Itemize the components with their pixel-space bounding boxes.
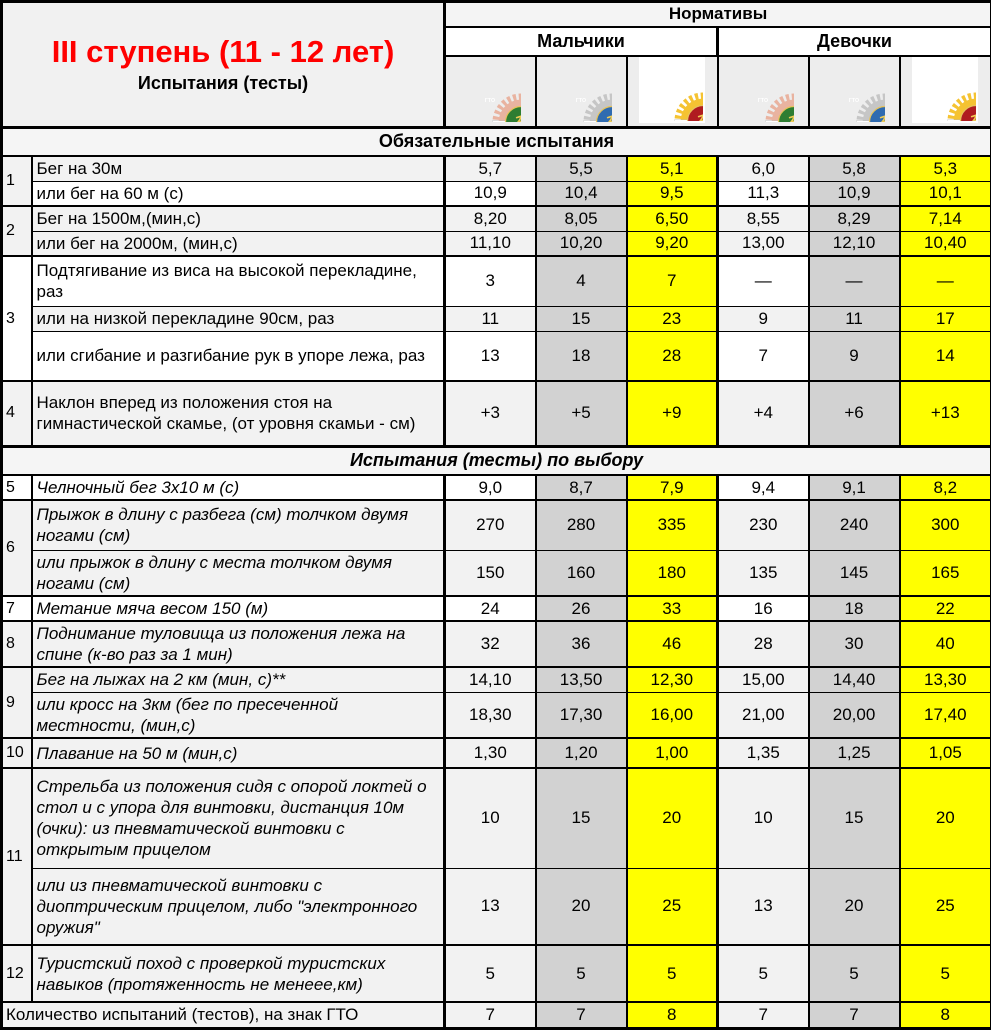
badge-label: ГТО: [667, 96, 677, 102]
value-bronze-boys: 24: [445, 596, 536, 621]
test-name-cell: или на низкой перекладине 90см, раз: [32, 306, 445, 331]
value-silver-boys: 10,20: [536, 231, 627, 256]
row-number-cell: 8: [2, 621, 32, 667]
test-name-cell: или бег на 2000м, (мин,с): [32, 231, 445, 256]
value-bronze-girls: —: [718, 256, 809, 306]
value-silver-boys: +5: [536, 381, 627, 446]
value-gold-boys: 5,1: [627, 156, 718, 181]
value-silver-girls: 12,10: [809, 231, 900, 256]
value-bronze-girls: +4: [718, 381, 809, 446]
value-gold-girls: 8,2: [900, 475, 991, 500]
value-bronze-boys: 13: [445, 331, 536, 381]
value-gold-boys: 8: [627, 1002, 718, 1028]
badge-cell: [536, 56, 627, 128]
row-number-cell: 11: [2, 768, 32, 945]
gto-badge-silver-icon: [823, 60, 885, 122]
value-bronze-boys: 8,20: [445, 206, 536, 231]
value-silver-boys: 8,7: [536, 475, 627, 500]
value-gold-girls: 7,14: [900, 206, 991, 231]
value-bronze-girls: 230: [718, 500, 809, 550]
value-silver-girls: 30: [809, 621, 900, 667]
test-name-cell: Подтягивание из виса на высокой перекладине, раз: [32, 256, 445, 306]
value-bronze-girls: 1,35: [718, 738, 809, 768]
value-silver-boys: 17,30: [536, 692, 627, 738]
row-number-cell: 2: [2, 206, 32, 256]
value-gold-girls: 8: [900, 1002, 991, 1028]
row-number-cell: 7: [2, 596, 32, 621]
value-gold-boys: 12,30: [627, 667, 718, 692]
value-bronze-boys: 270: [445, 500, 536, 550]
value-bronze-girls: 135: [718, 550, 809, 596]
value-gold-girls: 22: [900, 596, 991, 621]
value-silver-girls: 145: [809, 550, 900, 596]
value-silver-boys: 4: [536, 256, 627, 306]
girls-header: Девочки: [718, 27, 991, 56]
value-silver-boys: 36: [536, 621, 627, 667]
value-gold-boys: 33: [627, 596, 718, 621]
gto-badge-bronze-icon: [459, 60, 521, 122]
value-silver-boys: 160: [536, 550, 627, 596]
value-silver-boys: 18: [536, 331, 627, 381]
row-number-cell: 1: [2, 156, 32, 206]
value-gold-boys: 23: [627, 306, 718, 331]
value-bronze-boys: 32: [445, 621, 536, 667]
value-silver-boys: 15: [536, 306, 627, 331]
value-bronze-boys: 9,0: [445, 475, 536, 500]
value-bronze-boys: 5: [445, 945, 536, 1002]
value-silver-boys: 10,4: [536, 181, 627, 206]
value-gold-boys: 16,00: [627, 692, 718, 738]
test-name-cell: Челночный бег 3х10 м (с): [32, 475, 445, 500]
table-header-title-cell: [2, 2, 445, 128]
badge-label: ГТО: [940, 96, 950, 102]
normatives-header: Нормативы: [445, 2, 991, 27]
badge-cell: [445, 56, 536, 128]
value-bronze-girls: 21,00: [718, 692, 809, 738]
value-gold-boys: 5: [627, 945, 718, 1002]
row-number-cell: 9: [2, 667, 32, 738]
value-silver-girls: 20,00: [809, 692, 900, 738]
test-name-cell: Туристский поход с проверкой туристских навыков (протяженность не менеее,км): [32, 945, 445, 1002]
test-name-cell: Стрельба из положения сидя с опорой локтей о стол и с упора для винтовки, дистанция 10м (очки): из пневматической винтовки с открытым прицелом: [32, 768, 445, 868]
value-bronze-girls: 13,00: [718, 231, 809, 256]
value-silver-boys: 280: [536, 500, 627, 550]
value-silver-boys: 20: [536, 868, 627, 945]
badge-cell: [900, 56, 991, 128]
value-bronze-boys: 11: [445, 306, 536, 331]
value-gold-girls: +13: [900, 381, 991, 446]
test-name-cell: Наклон вперед из положения стоя на гимнастической скамье, (от уровня скамьи - см): [32, 381, 445, 446]
badge-cell: [718, 56, 809, 128]
value-gold-boys: 25: [627, 868, 718, 945]
value-silver-girls: 5,8: [809, 156, 900, 181]
page-title: III ступень (11 - 12 лет): [6, 35, 440, 69]
value-gold-girls: 300: [900, 500, 991, 550]
value-silver-boys: 15: [536, 768, 627, 868]
value-bronze-boys: 18,30: [445, 692, 536, 738]
test-name-cell: или сгибание и разгибание рук в упоре лежа, раз: [32, 331, 445, 381]
value-gold-girls: 13,30: [900, 667, 991, 692]
value-bronze-girls: 9: [718, 306, 809, 331]
gto-badge-silver-icon: [550, 60, 612, 122]
value-silver-boys: 7: [536, 1002, 627, 1028]
gto-badge-bronze-icon: [732, 60, 794, 122]
value-bronze-boys: 13: [445, 868, 536, 945]
value-bronze-boys: 7: [445, 1002, 536, 1028]
page-subtitle: Испытания (тесты): [6, 73, 440, 94]
value-silver-girls: 9: [809, 331, 900, 381]
row-number-cell: 3: [2, 256, 32, 381]
value-bronze-girls: 5: [718, 945, 809, 1002]
value-gold-girls: 17: [900, 306, 991, 331]
row-number-cell: 10: [2, 738, 32, 768]
value-silver-boys: 1,20: [536, 738, 627, 768]
value-bronze-boys: +3: [445, 381, 536, 446]
value-gold-girls: 17,40: [900, 692, 991, 738]
test-name-cell: или из пневматической винтовки с диоптрическим прицелом, либо "электронного оружия": [32, 868, 445, 945]
value-bronze-girls: 9,4: [718, 475, 809, 500]
test-name-cell: Бег на 30м: [32, 156, 445, 181]
gto-badge-gold-icon: [914, 59, 976, 121]
value-gold-girls: 10,1: [900, 181, 991, 206]
value-bronze-girls: 28: [718, 621, 809, 667]
value-gold-girls: 10,40: [900, 231, 991, 256]
value-silver-girls: 10,9: [809, 181, 900, 206]
value-silver-girls: —: [809, 256, 900, 306]
badge-label: ГТО: [849, 98, 859, 104]
value-silver-girls: 7: [809, 1002, 900, 1028]
test-name-cell: Бег на 1500м,(мин,с): [32, 206, 445, 231]
value-gold-boys: 335: [627, 500, 718, 550]
section-header-mandatory: Обязательные испытания: [2, 127, 991, 156]
row-number-cell: 6: [2, 500, 32, 596]
value-bronze-boys: 14,10: [445, 667, 536, 692]
value-gold-girls: 165: [900, 550, 991, 596]
value-bronze-boys: 5,7: [445, 156, 536, 181]
section-header-optional: Испытания (тесты) по выбору: [2, 446, 991, 475]
value-silver-boys: 8,05: [536, 206, 627, 231]
gto-badge-gold-icon: [641, 59, 703, 121]
test-name-cell: Поднимание туловища из положения лежа на спине (к-во раз за 1 мин): [32, 621, 445, 667]
value-bronze-girls: 6,0: [718, 156, 809, 181]
value-silver-girls: 20: [809, 868, 900, 945]
value-gold-boys: +9: [627, 381, 718, 446]
value-gold-girls: —: [900, 256, 991, 306]
value-gold-boys: 9,20: [627, 231, 718, 256]
value-bronze-boys: 150: [445, 550, 536, 596]
value-gold-girls: 5: [900, 945, 991, 1002]
value-gold-boys: 46: [627, 621, 718, 667]
value-gold-boys: 9,5: [627, 181, 718, 206]
value-gold-girls: 20: [900, 768, 991, 868]
badge-cell: [627, 56, 718, 128]
test-name-cell: или бег на 60 м (с): [32, 181, 445, 206]
test-name-cell: Метание мяча весом 150 (м): [32, 596, 445, 621]
value-gold-boys: 6,50: [627, 206, 718, 231]
value-silver-girls: 240: [809, 500, 900, 550]
value-silver-boys: 13,50: [536, 667, 627, 692]
value-silver-girls: 11: [809, 306, 900, 331]
badge-label: ГТО: [758, 98, 768, 104]
row-number-cell: 12: [2, 945, 32, 1002]
value-bronze-girls: 15,00: [718, 667, 809, 692]
value-gold-girls: 40: [900, 621, 991, 667]
value-bronze-girls: 8,55: [718, 206, 809, 231]
test-name-cell: Прыжок в длину с разбега (см) толчком двумя ногами (см): [32, 500, 445, 550]
test-name-cell: или прыжок в длину с места толчком двумя ногами (см): [32, 550, 445, 596]
tests-count-label: Количество испытаний (тестов), на знак ГТО: [2, 1002, 445, 1028]
value-silver-girls: 1,25: [809, 738, 900, 768]
value-bronze-girls: 11,3: [718, 181, 809, 206]
value-gold-girls: 5,3: [900, 156, 991, 181]
value-gold-girls: 1,05: [900, 738, 991, 768]
test-name-cell: Бег на лыжах на 2 км (мин, с)**: [32, 667, 445, 692]
value-bronze-girls: 7: [718, 1002, 809, 1028]
value-gold-boys: 1,00: [627, 738, 718, 768]
value-silver-girls: 18: [809, 596, 900, 621]
value-silver-girls: +6: [809, 381, 900, 446]
test-name-cell: Плавание на 50 м (мин,с): [32, 738, 445, 768]
value-bronze-girls: 13: [718, 868, 809, 945]
value-gold-girls: 14: [900, 331, 991, 381]
value-silver-girls: 5: [809, 945, 900, 1002]
value-bronze-boys: 1,30: [445, 738, 536, 768]
value-bronze-girls: 7: [718, 331, 809, 381]
value-bronze-girls: 16: [718, 596, 809, 621]
value-bronze-girls: 10: [718, 768, 809, 868]
value-silver-girls: 15: [809, 768, 900, 868]
badge-cell: [809, 56, 900, 128]
badge-label: ГТО: [576, 98, 586, 104]
test-name-cell: или кросс на 3км (бег по пресеченной местности, (мин,с): [32, 692, 445, 738]
value-silver-girls: 14,40: [809, 667, 900, 692]
value-silver-girls: 9,1: [809, 475, 900, 500]
value-silver-boys: 5: [536, 945, 627, 1002]
value-silver-boys: 5,5: [536, 156, 627, 181]
value-gold-boys: 28: [627, 331, 718, 381]
row-number-cell: 5: [2, 475, 32, 500]
value-gold-boys: 180: [627, 550, 718, 596]
value-gold-boys: 7: [627, 256, 718, 306]
badge-label: ГТО: [485, 98, 495, 104]
value-silver-boys: 26: [536, 596, 627, 621]
row-number-cell: 4: [2, 381, 32, 446]
value-gold-girls: 25: [900, 868, 991, 945]
value-bronze-boys: 11,10: [445, 231, 536, 256]
value-silver-girls: 8,29: [809, 206, 900, 231]
boys-header: Мальчики: [445, 27, 718, 56]
value-gold-boys: 7,9: [627, 475, 718, 500]
value-gold-boys: 20: [627, 768, 718, 868]
value-bronze-boys: 10: [445, 768, 536, 868]
value-bronze-boys: 3: [445, 256, 536, 306]
value-bronze-boys: 10,9: [445, 181, 536, 206]
